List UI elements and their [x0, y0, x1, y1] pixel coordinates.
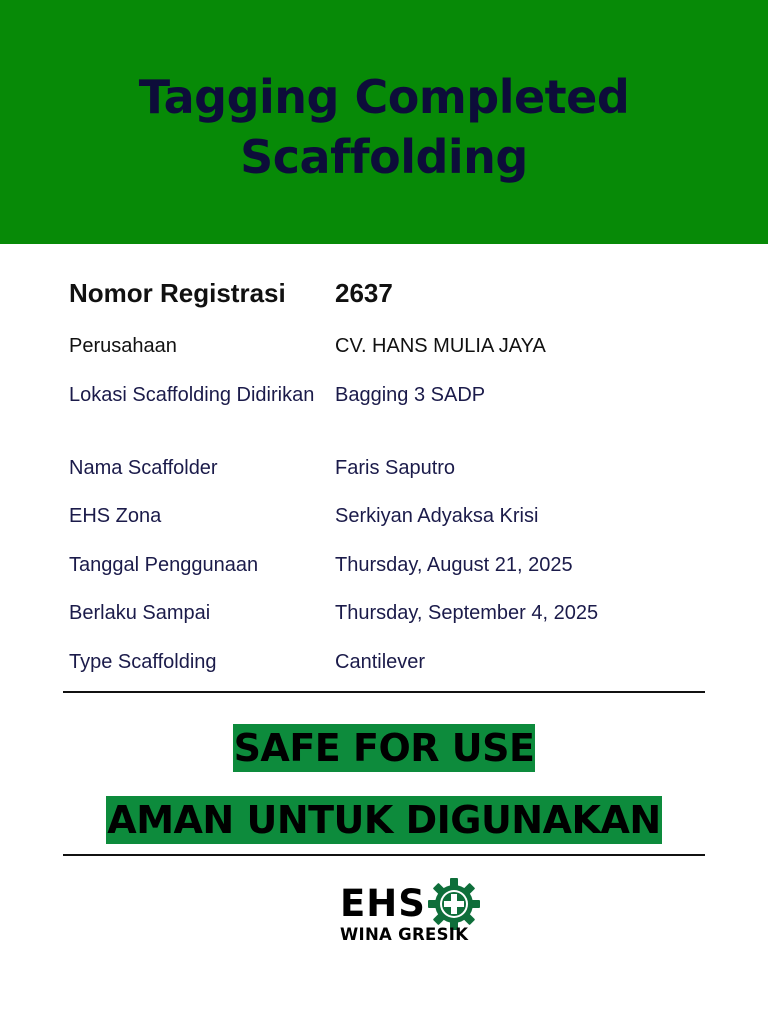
info-label: EHS Zona — [69, 505, 162, 527]
info-label: Nama Scaffolder — [69, 456, 218, 479]
info-value: Thursday, August 21, 2025 — [335, 553, 573, 576]
info-label: Perusahaan — [69, 335, 177, 357]
status-text-english: SAFE FOR USE — [233, 726, 535, 770]
page-title: Tagging Completed Scaffolding — [138, 70, 630, 184]
info-label: Type Scaffolding — [69, 650, 217, 673]
logo-brand-text: EHS — [340, 882, 426, 925]
logo-subtitle: WINA GRESIK — [340, 925, 469, 944]
info-value: CV. HANS MULIA JAYA — [335, 335, 546, 357]
gear-plus-icon — [428, 878, 480, 930]
status-text-indonesian: AMAN UNTUK DIGUNAKAN — [107, 798, 661, 842]
info-row-ehs-zone — [69, 504, 705, 553]
info-row-usage-date — [69, 553, 705, 602]
ehs-logo — [340, 878, 482, 946]
info-row-location — [69, 383, 705, 456]
info-value: Faris Saputro — [335, 456, 456, 479]
info-label: Lokasi Scaffolding Didirikan — [69, 383, 315, 406]
info-label: Berlaku Sampai — [69, 602, 211, 624]
info-row-valid-until — [69, 601, 705, 650]
info-row-company — [69, 334, 705, 383]
info-value: Bagging 3 SADP — [335, 383, 486, 406]
registration-number: 2637 — [335, 278, 393, 308]
registration-row — [69, 276, 705, 334]
info-label: Tanggal Penggunaan — [69, 553, 259, 576]
info-value: Cantilever — [335, 650, 426, 673]
scaffold-info-table — [69, 276, 705, 698]
status-banner-english — [0, 724, 768, 772]
status-banner-indonesian — [0, 796, 768, 844]
divider-bottom — [63, 854, 705, 856]
info-value: Serkiyan Adyaksa Krisi — [335, 505, 539, 527]
info-value: Thursday, September 4, 2025 — [335, 602, 599, 624]
info-row-scaffolder — [69, 456, 705, 505]
header-banner — [0, 0, 768, 244]
registration-label: Nomor Registrasi — [69, 278, 286, 308]
divider-top — [63, 691, 705, 693]
